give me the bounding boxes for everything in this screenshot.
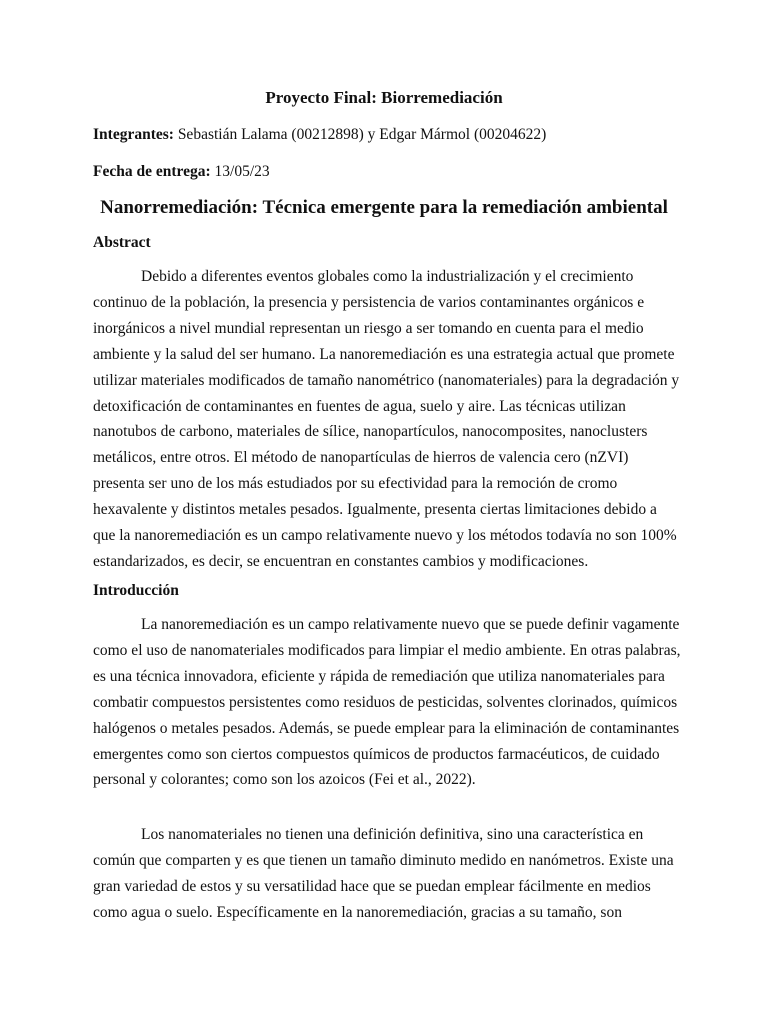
authors-value: Sebastián Lalama (00212898) y Edgar Mármol (00204622) bbox=[177, 126, 547, 143]
introduction-heading: Introducción bbox=[93, 582, 179, 599]
date-label: Fecha de entrega: bbox=[93, 163, 211, 180]
introduction-paragraph-1: La nanoremediación es un campo relativamente nuevo que se puede definir vagamente como el uso de nanomateriales modificados para limpiar el medio ambiente. En otras palabras, es una técnica innovadora, eficiente y rápida de remediación que utiliza nanomateriales para combatir compuestos persistentes como residuos de pesticidas, solventes clorinados, químicos halógenos o metales pesados. Además, se puede emplear para la eliminación de contaminantes emergentes como son ciertos compuestos químicos de productos farmacéuticos, de cuidado personal y colorantes; como son los azoicos (Fei et al., 2022). bbox=[93, 616, 681, 789]
date-line bbox=[93, 162, 270, 182]
document-subtitle: Nanorremediación: Técnica emergente para la remediación ambiental bbox=[100, 197, 668, 218]
authors-line bbox=[93, 125, 546, 145]
date-value: 13/05/23 bbox=[214, 163, 270, 180]
document-title: Proyecto Final: Biorremediación bbox=[265, 88, 503, 107]
abstract-paragraph: Debido a diferentes eventos globales como la industrialización y el crecimiento continuo de la población, la presencia y persistencia de varios contaminantes orgánicos e inorgánicos a nivel mundial representan un riesgo a ser tomando en cuenta para el medio ambiente y la salud del ser humano. La nanoremediación es una estrategia actual que promete utilizar materiales modificados de tamaño nanométrico (nanomateriales) para la degradación y detoxificación de contaminantes en fuentes de agua, suelo y aire. Las técnicas utilizan nanotubos de carbono, materiales de sílice, nanopartículos, nanocomposites, nanoclusters metálicos, entre otros. El método de nanopartículas de hierros de valencia cero (nZVI) presenta ser uno de los más estudiados por su efectividad para la remoción de cromo hexavalente y distintos metales pesados. Igualmente, presenta ciertas limitaciones debido a que la nanoremediación es un campo relativamente nuevo y los métodos todavía no son 100% estandarizados, es decir, se encuentran en constantes cambios y modificaciones. bbox=[93, 268, 680, 570]
introduction-paragraph-2: Los nanomateriales no tienen una definición definitiva, sino una característica en común que comparten y es que tienen un tamaño diminuto medido en nanómetros. Existe una gran variedad de estos y su versatilidad hace que se puedan emplear fácilmente en medios como agua o suelo. Específicamente en la nanoremediación, gracias a su tamaño, son bbox=[93, 826, 674, 921]
abstract-heading: Abstract bbox=[93, 234, 151, 251]
authors-label: Integrantes: bbox=[93, 126, 174, 143]
